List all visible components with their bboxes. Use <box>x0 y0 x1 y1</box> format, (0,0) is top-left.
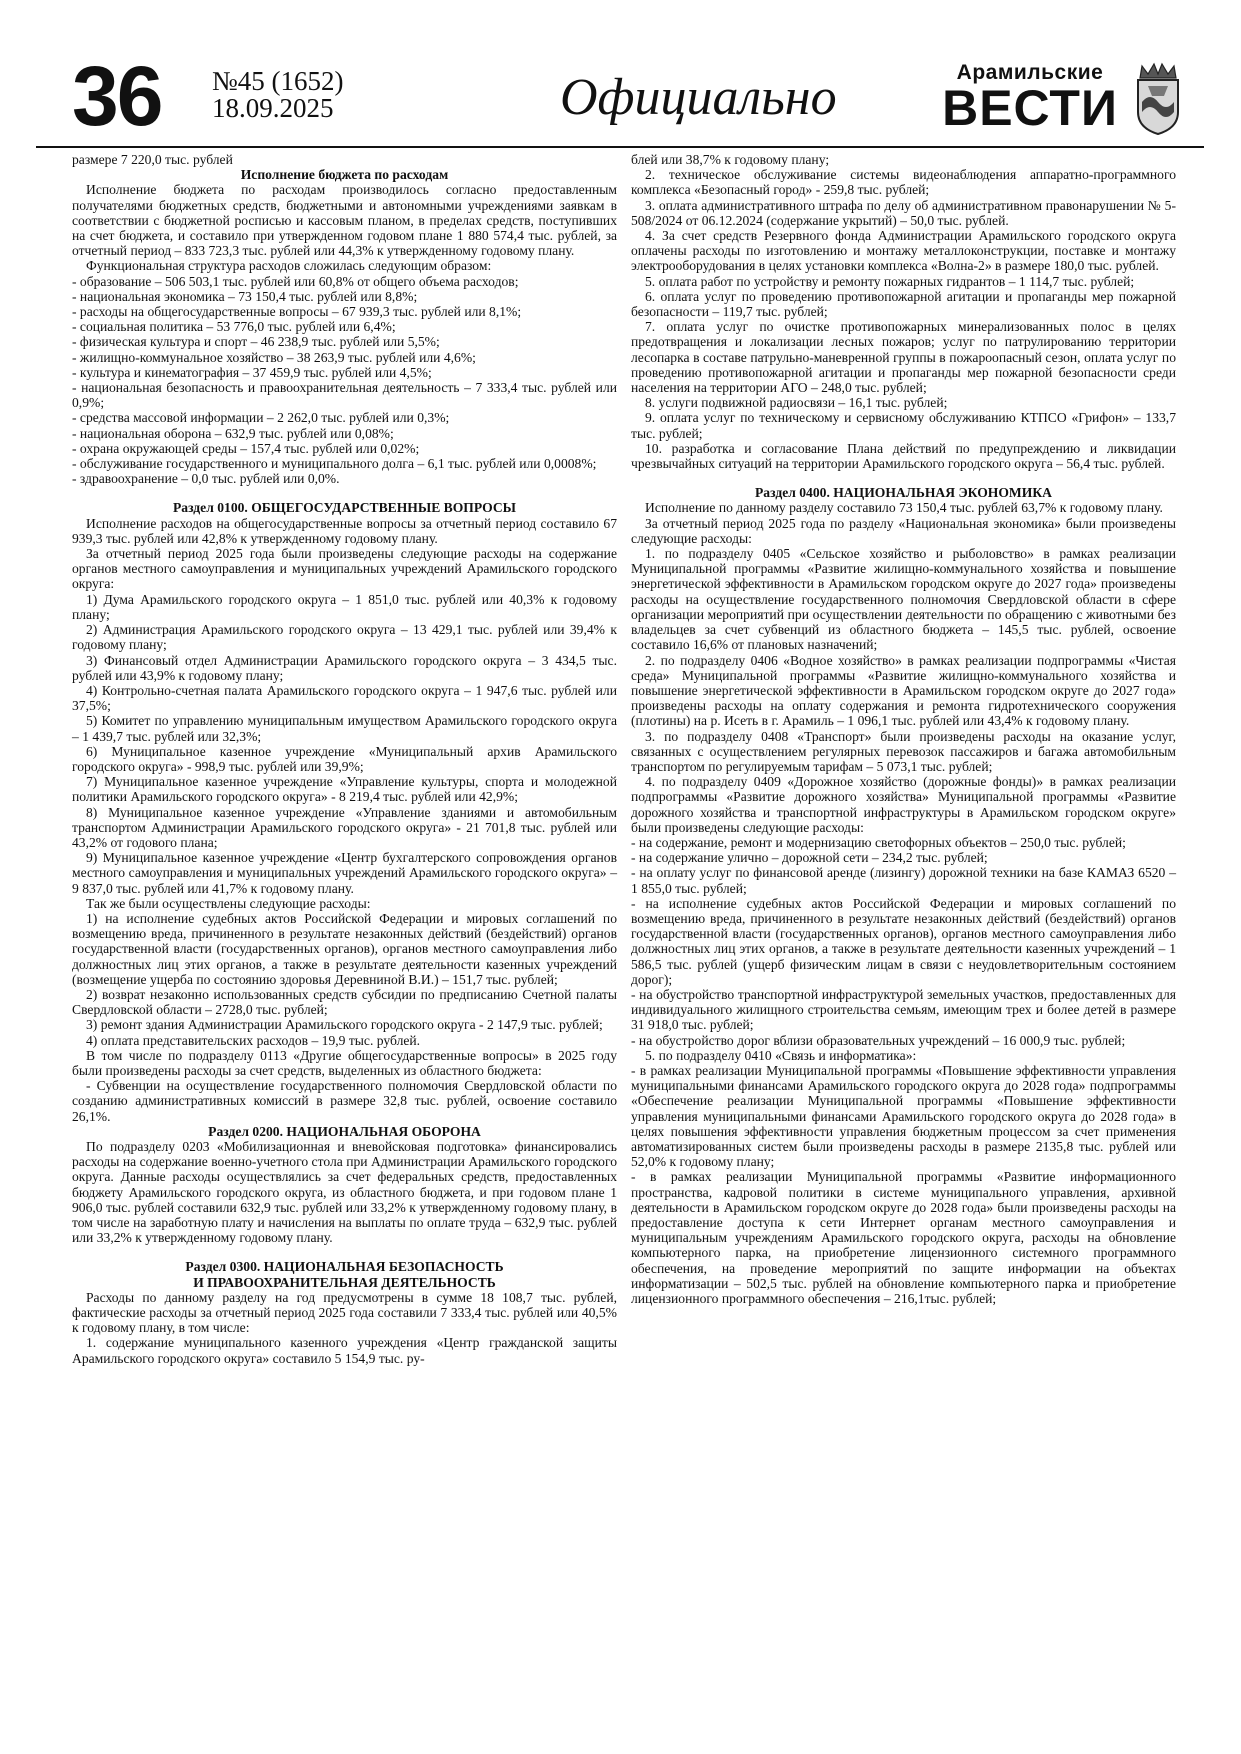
list-item: - здравоохранение – 0,0 тыс. рублей или 0,0%. <box>72 471 340 487</box>
list-item: 2. по подразделу 0406 «Водное хозяйство» в рамках реализации подпрограммы «Чистая среда» Муниципальной программы «Развитие жилищно-коммунального хозяйства и повышение энергетической эффективности в Арамильском городском округе до 2027 года» произведены расходы на оплату содержания и ремонта гидротехнического сооружения (плотины) на р. Исеть в г. Арамиль – 1 096,1 тыс. рублей или 43,4% к годовому плану. <box>631 652 1176 729</box>
list-item: 4. За счет средств Резервного фонда Администрации Арамильского городского округа оплачены расходы по изготовлению и монтажу металлоконструкции, поставке и монтажу электрооборудования в целях установки комплекса «Волна-2» в размере 180,0 тыс. рублей. <box>631 228 1176 274</box>
list-item: - образование – 506 503,1 тыс. рублей или 60,8% от общего объема расходов; <box>72 273 519 289</box>
list-item: - на исполнение судебных актов Российской Федерации и мировых соглашений по возмещению вреда, причиненного в результате незаконных действий (бездействий) органов государственной власти (государственных органов), органов местного самоуправления либо должностных лиц этих органов, а также в результате деятельности казенных учреждений – 1 586,5 тыс. рублей (ущерб физическим лицам в связи с неудовлетворительным состоянием дорог); <box>631 895 1176 987</box>
list-item: - национальная безопасность и правоохранительная деятельность – 7 333,4 тыс. рублей или 0,9%; <box>72 380 617 411</box>
paragraph: Исполнение расходов на общегосударственные вопросы за отчетный период составило 67 939,3 тыс. рублей или 42,8% к утвержденному годовому плану. <box>72 515 617 546</box>
paragraph: За отчетный период 2025 года были произведены следующие расходы на содержание органов местного самоуправления и муниципальных учреждений Арамильского городского округа: <box>72 546 617 592</box>
list-item: 1. содержание муниципального казенного учреждения «Центр гражданской защиты Арамильского городского округа» составило 5 154,9 тыс. ру- <box>72 1335 617 1366</box>
paragraph: За отчетный период 2025 года по разделу «Национальная экономика» были произведены следующие расходы: <box>631 515 1176 546</box>
list-item: 4. по подразделу 0409 «Дорожное хозяйство (дорожные фонды)» в рамках реализации подпрограммы «Развитие дорожного хозяйства» Муниципальной программы «Развитие дорожного хозяйства и транспортной инфраструктуры в Арамильском городском округе» были произведены следующие расходы: <box>631 774 1176 835</box>
list-item: 6. оплата услуг по проведению противопожарной агитации и пропаганды мер пожарной безопасности – 119,7 тыс. рублей; <box>631 288 1176 320</box>
right-column <box>631 152 1176 1306</box>
paragraph: Функциональная структура расходов сложилась следующим образом: <box>86 258 492 274</box>
list-item: 8) Муниципальное казенное учреждение «Управление зданиями и автомобильным транспортом Администрации Арамильского городского округа» - 21 701,8 тыс. рублей или 43,2% от годового плана; <box>72 804 617 850</box>
section-title: Официально <box>560 69 837 126</box>
heading-budget-expenses: Исполнение бюджета по расходам <box>240 167 449 183</box>
paragraph: Так же были осуществлены следующие расходы: <box>86 895 371 911</box>
list-item: 1. по подразделу 0405 «Сельское хозяйство и рыболовство» в рамках реализации Муниципальной программы «Развитие жилищно-коммунального хозяйства и повышение энергетической эффективности в Арамильском городском округе до 2027 года» произведены расходы на осуществление государственного полномочия Свердловской области в сфере организации мероприятий при осуществлении деятельности по обращению с животными без владельцев за счет субвенций из областного бюджета – 145,5 тыс. рублей, освоение составило 16,6% от плановых назначений; <box>631 546 1176 653</box>
list-item: - средства массовой информации – 2 262,0 тыс. рублей или 0,3%; <box>72 410 450 426</box>
list-item: - обслуживание государственного и муниципального долга – 6,1 тыс. рублей или 0,0008%; <box>72 456 597 472</box>
list-item: 9) Муниципальное казенное учреждение «Центр бухгалтерского сопровождения органов местного самоуправления и муниципальных учреждений Арамильского городского округа» – 9 837,0 тыс. рублей или 41,7% к годовому плану. <box>72 850 617 896</box>
logo-main-text: ВЕСТИ <box>942 80 1118 136</box>
issue-number: №45 (1652) <box>212 66 344 96</box>
list-item: 5) Комитет по управлению муниципальным имуществом Арамильского городского округа – 1 439,7 тыс. рублей или 32,3%; <box>72 713 617 744</box>
newspaper-logo <box>942 61 1118 136</box>
list-item: 7. оплата услуг по очистке противопожарных минерализованных полос в целях предотвращения и локализации лесных пожаров; услуг по патрулированию территории лесопарка в составе патрульно-маневренной группы в пожароопасный сезон, оплата услуг по проведению противопожарной агитации и пропаганды мер пожарной безопасности среди населения на территории АГО – 248,0 тыс. рублей; <box>631 319 1176 396</box>
list-item: 1) на исполнение судебных актов Российской Федерации и мировых соглашений по возмещению вреда, причиненного в результате незаконных действий (бездействий) органов государственной власти (государственных органов), органов местного самоуправления либо должностных лиц этих органов, а также в результате деятельности казенных учреждений (возмещение ущерба по состоянию здоровья Деревниной В.И.) – 151,7 тыс. рублей; <box>72 910 617 987</box>
list-item: 4) Контрольно-счетная палата Арамильского городского округа – 1 947,6 тыс. рублей или 37,5%; <box>72 682 617 714</box>
header-rule <box>36 146 1204 148</box>
list-item: 7) Муниципальное казенное учреждение «Управление культуры, спорта и молодежной политики Арамильского городского округа» - 8 219,4 тыс. рублей или 42,9%; <box>72 774 617 805</box>
list-item: - охрана окружающей среды – 157,4 тыс. рублей или 0,02%; <box>72 440 420 456</box>
list-item: - культура и кинематография – 37 459,9 тыс. рублей или 4,5%; <box>72 364 432 380</box>
paragraph: Исполнение бюджета по расходам производилось согласно предоставленным получателями бюджетных средств, бюджетными и автономными учреждениями заявкам в соответствии с бюджетной росписью и кассовым планом, в пределах средств, поступивших на счет бюджета, и составило при утвержденном годовом плане 1 880 574,4 тыс. рублей, за отчетный период – 833 723,3 тыс. рублей или 44,3% к утвержденному годовому плану. <box>72 182 617 259</box>
logo-top-text: Арамильские <box>956 61 1104 84</box>
list-item: 6) Муниципальное казенное учреждение «Муниципальный архив Арамильского городского округа» - 998,9 тыс. рублей или 39,9%; <box>72 743 617 774</box>
paragraph: Исполнение по данному разделу составило 73 150,4 тыс. рублей 63,7% к годовому плану. <box>645 500 1163 516</box>
list-item: 4) оплата представительских расходов – 19,9 тыс. рублей. <box>86 1032 421 1048</box>
list-item: - на оплату услуг по финансовой аренде (лизингу) дорожной техники на базе КАМАЗ 6520 – 1 855,0 тыс. рублей; <box>631 865 1176 896</box>
heading-section-0200: Раздел 0200. НАЦИОНАЛЬНАЯ ОБОРОНА <box>208 1123 481 1139</box>
list-item: - расходы на общегосударственные вопросы – 67 939,3 тыс. рублей или 8,1%; <box>72 304 522 320</box>
list-item: 3) ремонт здания Администрации Арамильского городского округа - 2 147,9 тыс. рублей; <box>86 1017 603 1033</box>
list-item: 2) возврат незаконно использованных средств субсидии по предписанию Счетной палаты Свердловской области – 2728,0 тыс. рублей; <box>72 986 617 1018</box>
list-item: - Субвенции на осуществление государственного полномочия Свердловской области по созданию административных комиссий в размере 32,8 тыс. рублей, освоение составило 26,1%. <box>72 1078 617 1124</box>
paragraph: размере 7 220,0 тыс. рублей <box>72 152 233 167</box>
list-item: - социальная политика – 53 776,0 тыс. рублей или 6,4%; <box>72 319 396 335</box>
list-item: 5. оплата работ по устройству и ремонту пожарных гидрантов – 1 114,7 тыс. рублей; <box>645 273 1135 289</box>
list-item: - на содержание улично – дорожной сети – 234,2 тыс. рублей; <box>631 850 988 866</box>
list-item: - жилищно-коммунальное хозяйство – 38 263,9 тыс. рублей или 4,6%; <box>72 349 476 365</box>
list-item: 2) Администрация Арамильского городского округа – 13 429,1 тыс. рублей или 39,4% к годовому плану; <box>72 622 617 653</box>
heading-section-0300 <box>72 1259 617 1289</box>
issue-date: 18.09.2025 <box>212 93 334 123</box>
paragraph: По подразделу 0203 «Мобилизационная и вневойсковая подготовка» финансировались расходы на содержание военно-учетного стола при Администрации Арамильского городского округа. Данные расходы осуществлялись за счет федеральных средств, предоставленных бюджету Арамильского городского округа, из областного бюджета, и при годовом плане 1 906,0 тыс. рублей составили 632,9 тыс. рублей или 33,2% к утвержденному годовому плану, в том числе на заработную плату и начисления на выплаты по оплате труда – 632,9 тыс. рублей или 33,2% к утвержденному годовому плану. <box>72 1139 617 1246</box>
list-item: - на обустройство транспортной инфраструктурой земельных участков, предоставленных для индивидуального жилищного строительства семьям, имеющим трех и более детей в размере 31 918,0 тыс. рублей; <box>631 986 1176 1033</box>
list-item: 9. оплата услуг по техническому и сервисному обслуживанию КТПСО «Грифон» – 133,7 тыс. рублей; <box>631 410 1176 441</box>
paragraph: В том числе по подразделу 0113 «Другие общегосударственные вопросы» в 2025 году были произведены расходы за счет средств, выделенных из областного бюджета: <box>72 1047 617 1078</box>
list-item: 5. по подразделу 0410 «Связь и информатика»: <box>645 1047 917 1063</box>
coat-of-arms-icon <box>1134 62 1182 136</box>
list-item: 2. техническое обслуживание системы видеонаблюдения аппаратно-программного комплекса «Безопасный город» - 259,8 тыс. рублей; <box>631 167 1176 198</box>
heading-section-0400: Раздел 0400. НАЦИОНАЛЬНАЯ ЭКОНОМИКА <box>755 485 1052 501</box>
list-item: - на содержание, ремонт и модернизацию светофорных объектов – 250,0 тыс. рублей; <box>631 834 1126 850</box>
list-item: - в рамках реализации Муниципальной программы «Повышение эффективности управления муниципальными финансами Арамильского городского округа до 2028 года» подпрограммы «Обеспечение реализации Муниципальной программы «Повышение эффективности управления муниципальными финансами Арамильского городского округа до 2028 года» в целях повышения эффективности управления бюджетным процессом за счет применения автоматизированных систем были произведены расходы в размере 2135,8 тыс. рублей или 52,0% к годовому плану; <box>631 1062 1176 1170</box>
heading-section-0100: Раздел 0100. ОБЩЕГОСУДАРСТВЕННЫЕ ВОПРОСЫ <box>172 500 517 516</box>
list-item: - физическая культура и спорт – 46 238,9 тыс. рублей или 5,5%; <box>72 334 440 350</box>
issue-info <box>212 68 344 122</box>
page-number: 36 <box>72 49 162 143</box>
list-item: - на обустройство дорог вблизи образовательных учреждений – 16 000,9 тыс. рублей; <box>631 1032 1126 1048</box>
list-item: 10. разработка и согласование Плана действий по предупреждению и ликвидации чрезвычайных ситуаций на территории Арамильского городского округа – 56,4 тыс. рублей. <box>631 440 1176 472</box>
list-item: 3. по подразделу 0408 «Транспорт» были произведены расходы на оказание услуг, связанных с осуществлением регулярных перевозок пассажиров и багажа автомобильным транспортом по регулируемым тарифам – 5 073,1 тыс. рублей; <box>631 728 1176 774</box>
list-item: 3. оплата административного штрафа по делу об административном правонарушении № 5-508/2024 от 06.12.2024 (содержание укрытий) – 50,0 тыс. рублей. <box>631 197 1176 228</box>
list-item: - в рамках реализации Муниципальной программы «Развитие информационного пространства, кадровой политики в системе муниципального управления, архивной деятельности в Арамильском городском округе до 2028 года» были произведены расходы на предоставление доступа к сети Интернет органам местного самоуправления и муниципальным учреждениям Арамильского городского округа, расходы на обновление компьютерного парка, на приобретение лицензионного системного программного обеспечения, на проведение мероприятий по защите информации на объектах информатизации – 502,5 тыс. рублей на обновление компьютерного парка и приобретение лицензионного программного обеспечения – 216,1тыс. рублей; <box>631 1169 1176 1307</box>
heading-line: И ПРАВООХРАНИТЕЛЬНАЯ ДЕЯТЕЛЬНОСТЬ <box>193 1274 496 1290</box>
list-item: 8. услуги подвижной радиосвязи – 16,1 тыс. рублей; <box>645 395 948 411</box>
list-item: 3) Финансовый отдел Администрации Арамильского городского округа – 3 434,5 тыс. рублей или 43,9% к годовому плану; <box>72 652 617 683</box>
list-item: - национальная экономика – 73 150,4 тыс. рублей или 8,8%; <box>72 288 418 304</box>
list-item: 1) Дума Арамильского городского округа – 1 851,0 тыс. рублей или 40,3% к годовому плану; <box>72 591 617 622</box>
left-column <box>72 152 617 1366</box>
paragraph: Расходы по данному разделу на год предусмотрены в сумме 18 108,7 тыс. рублей, фактические расходы за отчетный период 2025 года составили 7 333,4 тыс. рублей или 40,5% к годовому плану, в том числе: <box>72 1289 617 1336</box>
heading-line: Раздел 0300. НАЦИОНАЛЬНАЯ БЕЗОПАСНОСТЬ <box>185 1259 504 1275</box>
page-header <box>72 49 1182 146</box>
list-item: - национальная оборона – 632,9 тыс. рублей или 0,08%; <box>72 425 394 441</box>
paragraph: блей или 38,7% к годовому плану; <box>631 152 830 167</box>
